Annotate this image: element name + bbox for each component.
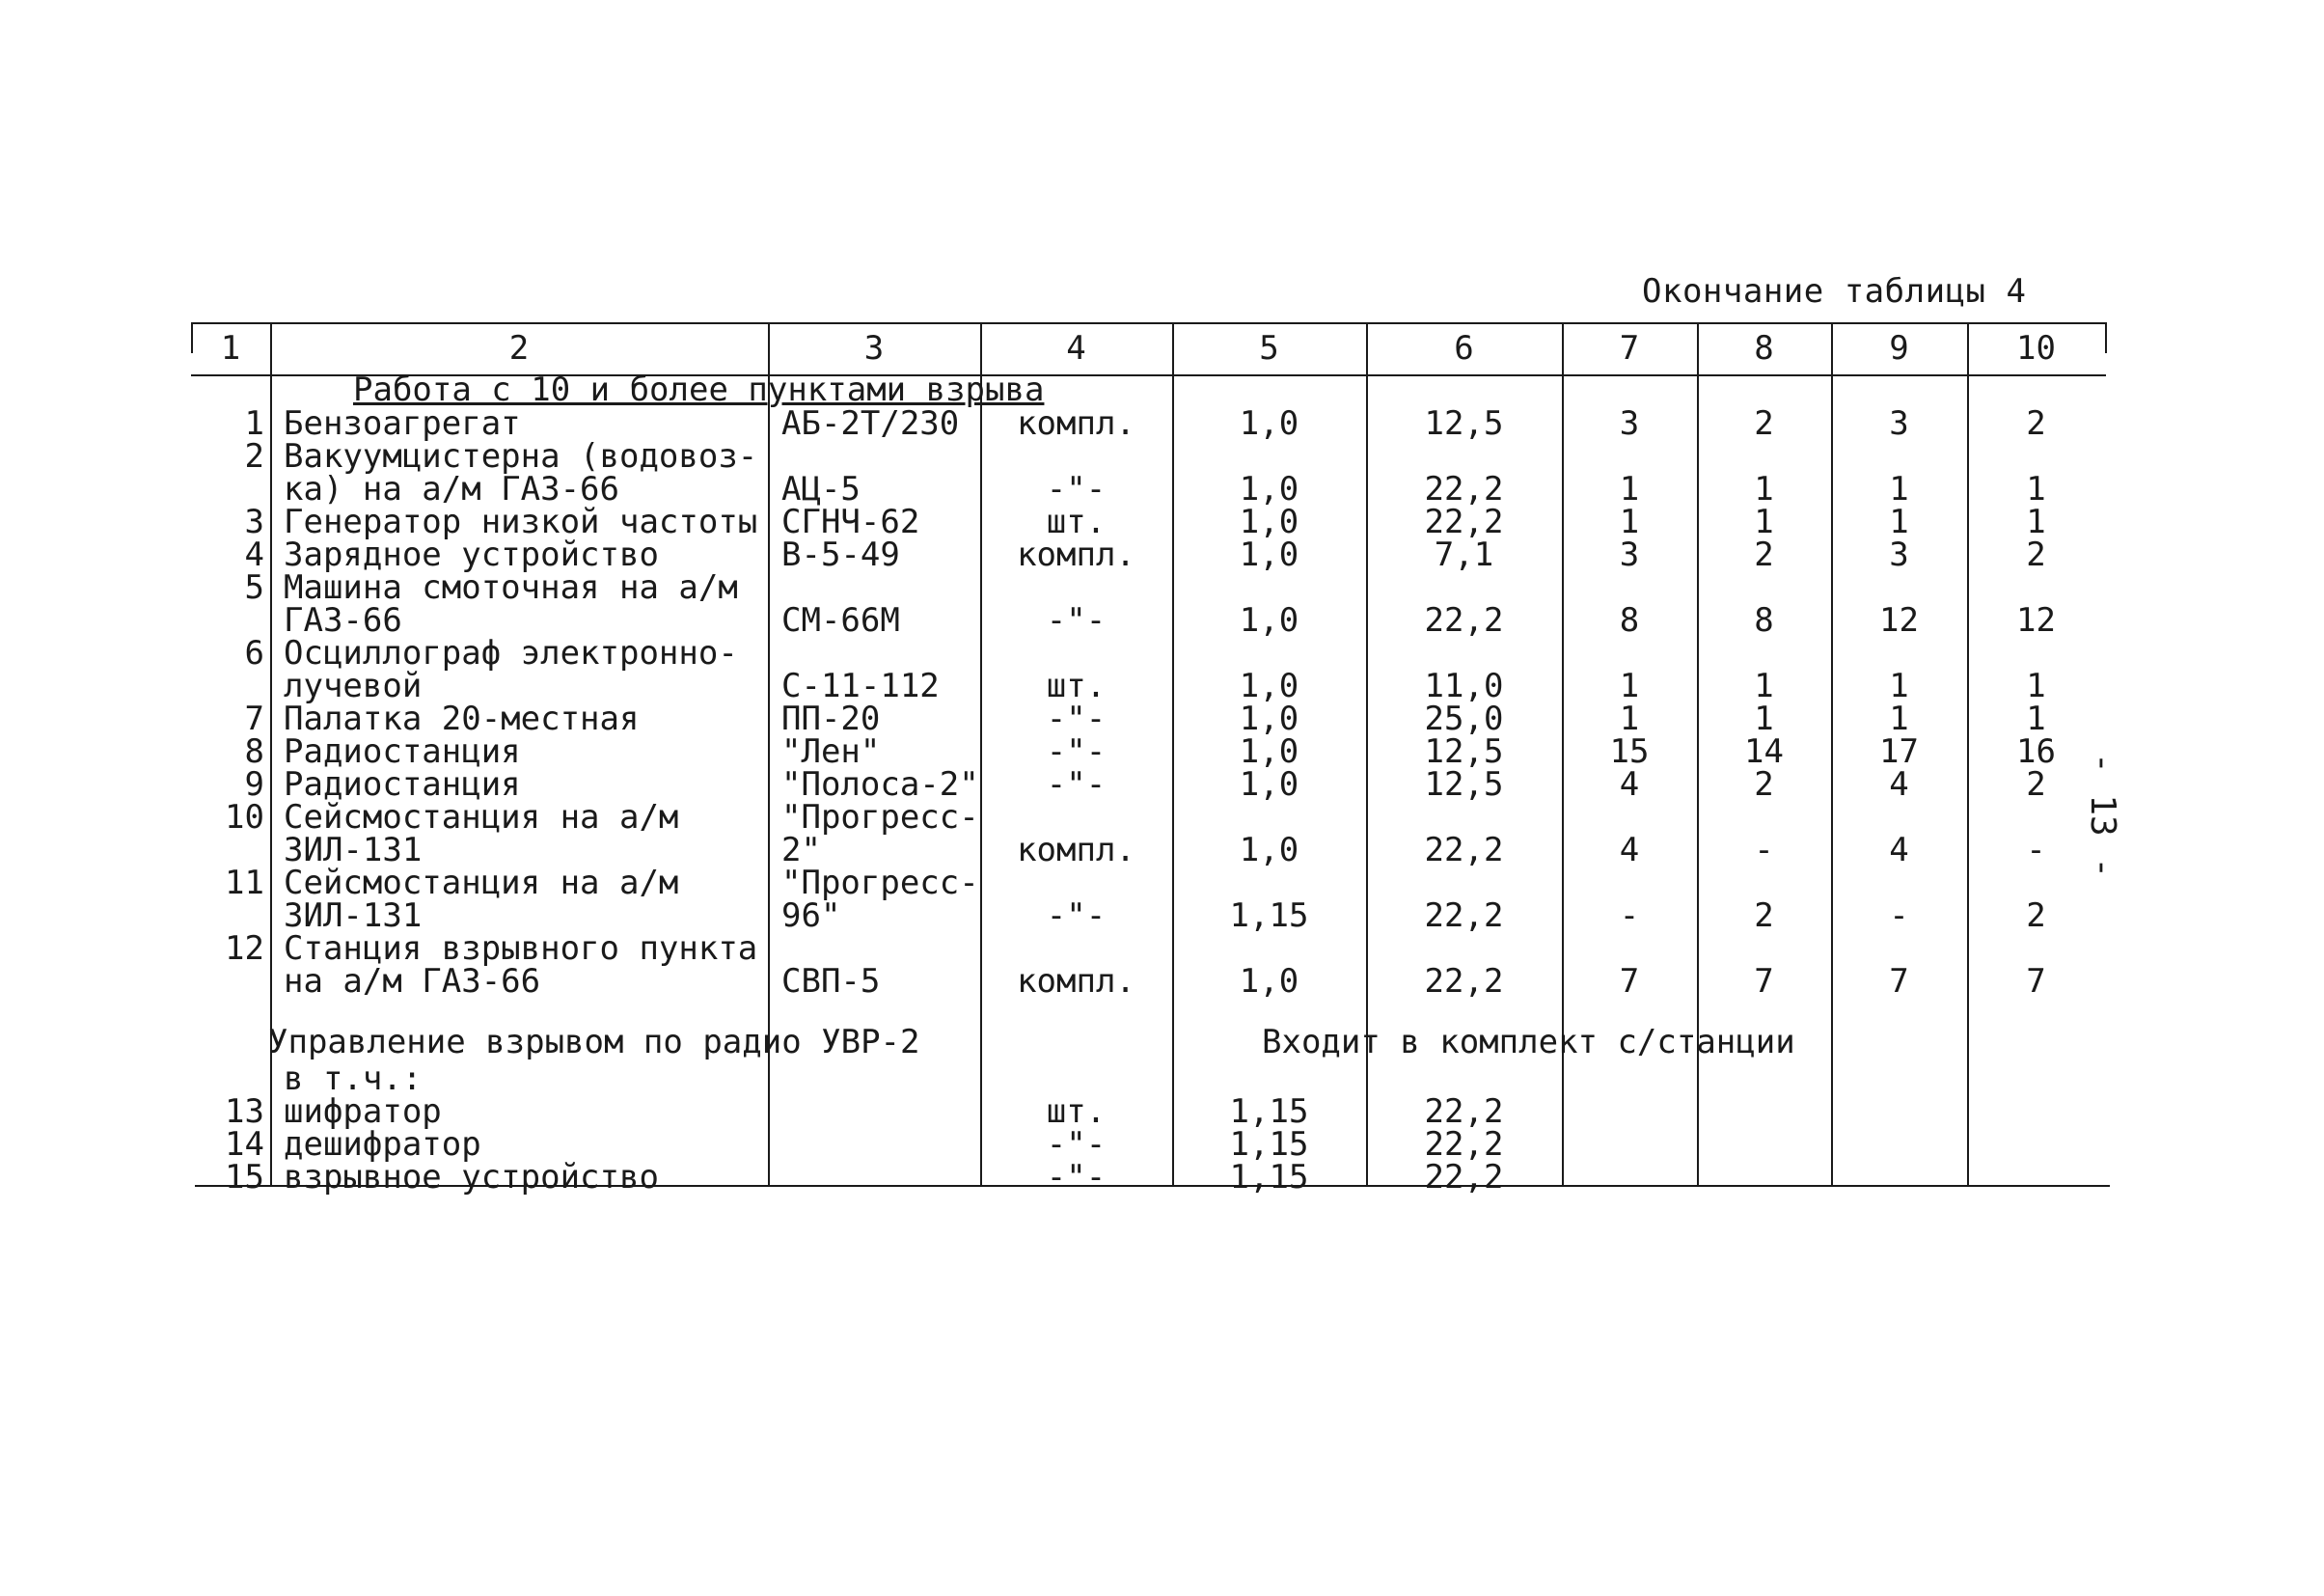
- item-value-c9: 1: [1889, 469, 1909, 509]
- item-value-c10: 7: [2026, 961, 2046, 1001]
- item-model: [768, 571, 980, 604]
- item-unit: шт.: [1046, 1091, 1107, 1131]
- item-value-c6: 22,2: [1424, 469, 1504, 509]
- item-name: Вакуумцистерна (водовоз-: [284, 436, 758, 476]
- table-row: [191, 867, 2105, 899]
- item-value-c9: 4: [1889, 764, 1909, 804]
- item-value-c10: [1967, 637, 2105, 670]
- item-value-c5: 1,0: [1239, 600, 1299, 640]
- column-header: 8: [1754, 329, 1774, 368]
- item-value-c6: [1366, 440, 1562, 473]
- item-value-c10: 1: [2026, 699, 2046, 738]
- table-row: [191, 637, 2105, 670]
- item-value-c5: [1172, 637, 1366, 670]
- item-value-c6: 12,5: [1424, 764, 1504, 804]
- item-unit: [980, 440, 1172, 473]
- table-row: [191, 1095, 2105, 1128]
- row-number: 2: [244, 436, 264, 476]
- item-unit: -"-: [1046, 895, 1107, 935]
- item-model: "Прогресс-: [781, 797, 979, 837]
- item-value-c9: 17: [1879, 731, 1919, 771]
- item-value-c5: 1,0: [1239, 469, 1299, 509]
- item-name: Палатка 20-местная: [284, 699, 640, 738]
- item-model: [768, 1095, 980, 1128]
- item-model: [768, 1161, 980, 1194]
- item-value-c7: [1562, 867, 1697, 899]
- item-name: дешифратор: [284, 1124, 481, 1164]
- table-row: [191, 702, 2105, 735]
- item-unit: -"-: [1046, 600, 1107, 640]
- item-value-c6: 22,2: [1424, 895, 1504, 935]
- item-model: 2": [781, 830, 821, 869]
- item-value-c9: 1: [1889, 502, 1909, 541]
- page-number: - 13 -: [2083, 753, 2122, 879]
- item-value-c9: 1: [1889, 666, 1909, 705]
- row-number: 15: [225, 1157, 264, 1197]
- item-model: АБ-2Т/230: [781, 403, 960, 443]
- row-number: 4: [244, 535, 264, 574]
- item-unit: [980, 932, 1172, 965]
- item-model: СМ-66М: [781, 600, 900, 640]
- item-value-c10: [1967, 440, 2105, 473]
- row-number: 9: [244, 764, 264, 804]
- table-row: [191, 801, 2105, 834]
- table-row: [191, 571, 2105, 604]
- item-value-c8: [1697, 440, 1831, 473]
- row-number: 12: [225, 928, 264, 968]
- item-value-c10: 2: [2026, 535, 2046, 574]
- item-value-c9: 7: [1889, 961, 1909, 1001]
- item-value-c7: 15: [1609, 731, 1650, 771]
- table-frame: [191, 322, 2106, 1197]
- item-value-c5: [1172, 571, 1366, 604]
- item-value-c9: 12: [1879, 600, 1919, 640]
- item-name: Зарядное устройство: [284, 535, 659, 574]
- row-number: [191, 965, 270, 998]
- item-name: шифратор: [284, 1091, 442, 1131]
- item-value-c9: [1831, 440, 1967, 473]
- row-number: [191, 834, 270, 867]
- item-name: Машина смоточная на а/м: [284, 567, 738, 607]
- item-value-c5: [1172, 867, 1366, 899]
- equipment-table: [191, 322, 2105, 1197]
- item-name: Станция взрывного пункта: [284, 928, 758, 968]
- section-heading: Работа с 10 и более пунктами взрыва: [353, 371, 1045, 409]
- item-model: "Полоса-2": [781, 764, 979, 804]
- item-value-c8: 1: [1754, 502, 1774, 541]
- table-row: [191, 1128, 2105, 1161]
- item-model: В-5-49: [781, 535, 900, 574]
- item-value-c5: 1,0: [1239, 764, 1299, 804]
- item-unit: -"-: [1046, 469, 1107, 509]
- table-row: [191, 604, 2105, 637]
- item-value-c7: -: [1619, 895, 1640, 935]
- item-unit: [980, 571, 1172, 604]
- header-row: [191, 322, 2105, 374]
- item-value-c6: 7,1: [1434, 535, 1494, 574]
- management-label: Управление взрывом по радио УВР-2: [268, 1023, 920, 1061]
- item-value-c6: 12,5: [1424, 403, 1504, 443]
- item-unit: шт.: [1046, 502, 1107, 541]
- item-value-c9: 3: [1889, 403, 1909, 443]
- item-value-c8: 2: [1754, 895, 1774, 935]
- row-number: 11: [225, 863, 264, 902]
- item-value-c5: [1172, 440, 1366, 473]
- column-header: 4: [1066, 329, 1086, 368]
- item-value-c10: [1967, 867, 2105, 899]
- item-value-c10: -: [2026, 830, 2046, 869]
- item-name: Осциллограф электронно-: [284, 633, 738, 673]
- item-value-c8: 1: [1754, 469, 1774, 509]
- item-value-c7: 1: [1619, 699, 1640, 738]
- item-name: лучевой: [284, 666, 423, 705]
- item-value-c8: [1697, 801, 1831, 834]
- table-row: [191, 1161, 2105, 1194]
- item-value-c10: 2: [2026, 764, 2046, 804]
- item-model: СГНЧ-62: [781, 502, 920, 541]
- item-model: "Лен": [781, 731, 881, 771]
- row-number: 7: [244, 699, 264, 738]
- item-value-c9: [1831, 637, 1967, 670]
- table-row: [191, 473, 2105, 506]
- column-header: 2: [508, 329, 530, 368]
- item-value-c7: 4: [1619, 830, 1640, 869]
- item-model: [768, 932, 980, 965]
- item-value-c9: [1831, 932, 1967, 965]
- table-row: [191, 965, 2105, 998]
- item-name: ГАЗ-66: [284, 600, 402, 640]
- including-label: в т.ч.:: [284, 1059, 423, 1098]
- item-model: [768, 637, 980, 670]
- row-number: 10: [225, 797, 264, 837]
- item-value-c6: 22,2: [1424, 830, 1504, 869]
- row-number: 6: [244, 633, 264, 673]
- item-unit: [980, 867, 1172, 899]
- item-value-c5: [1172, 801, 1366, 834]
- item-value-c5: 1,0: [1239, 666, 1299, 705]
- item-model: АЦ-5: [781, 469, 861, 509]
- column-header: 10: [2016, 329, 2056, 368]
- item-value-c6: 11,0: [1424, 666, 1504, 705]
- item-value-c5: 1,15: [1229, 1124, 1309, 1164]
- item-value-c8: 2: [1754, 535, 1774, 574]
- item-value-c7: 7: [1619, 961, 1640, 1001]
- item-value-c7: 1: [1619, 469, 1640, 509]
- item-value-c6: 22,2: [1424, 1157, 1504, 1197]
- item-value-c9: 3: [1889, 535, 1909, 574]
- item-value-c8: 1: [1754, 699, 1774, 738]
- item-value-c5: 1,15: [1229, 1091, 1309, 1131]
- item-unit: шт.: [1046, 666, 1107, 705]
- item-value-c9: 1: [1889, 699, 1909, 738]
- column-header: 7: [1619, 329, 1640, 368]
- item-value-c6: [1366, 571, 1562, 604]
- item-model: ПП-20: [781, 699, 881, 738]
- table-row: [191, 538, 2105, 571]
- item-value-c6: [1366, 637, 1562, 670]
- row-number: 13: [225, 1091, 264, 1131]
- column-header: 5: [1259, 329, 1279, 368]
- item-value-c10: 1: [2026, 666, 2046, 705]
- item-value-c5: 1,0: [1239, 830, 1299, 869]
- item-value-c8: 2: [1754, 403, 1774, 443]
- item-value-c5: [1172, 932, 1366, 965]
- row-number: [191, 670, 270, 702]
- row-number: 3: [244, 502, 264, 541]
- item-value-c6: [1366, 801, 1562, 834]
- item-unit: -"-: [1046, 764, 1107, 804]
- item-value-c10: 1: [2026, 469, 2046, 509]
- item-value-c6: 22,2: [1424, 1124, 1504, 1164]
- item-value-c10: 2: [2026, 403, 2046, 443]
- table-row: [191, 768, 2105, 801]
- management-note: Входит в комплект с/станции: [1262, 1023, 1795, 1061]
- item-value-c10: [1967, 932, 2105, 965]
- item-unit: -"-: [1046, 731, 1107, 771]
- item-unit: -"-: [1046, 699, 1107, 738]
- item-value-c5: 1,15: [1229, 895, 1309, 935]
- item-value-c6: 22,2: [1424, 502, 1504, 541]
- row-number: [191, 604, 270, 637]
- item-value-c7: 3: [1619, 403, 1640, 443]
- item-value-c10: 12: [2016, 600, 2056, 640]
- row-number: [191, 899, 270, 932]
- item-name: Генератор низкой частоты: [284, 502, 758, 541]
- column-header: 1: [220, 329, 241, 368]
- row-number: 5: [244, 567, 264, 607]
- item-value-c6: 25,0: [1424, 699, 1504, 738]
- item-value-c7: [1562, 440, 1697, 473]
- column-header: 3: [863, 329, 885, 368]
- item-name: Радиостанция: [284, 731, 521, 771]
- column-header: 6: [1454, 329, 1474, 368]
- item-value-c7: [1562, 637, 1697, 670]
- table-row: [191, 440, 2105, 473]
- item-value-c10: 16: [2016, 731, 2056, 771]
- table-row: [191, 932, 2105, 965]
- item-unit: [980, 637, 1172, 670]
- item-value-c8: 2: [1754, 764, 1774, 804]
- item-value-c7: 8: [1619, 600, 1640, 640]
- item-value-c8: [1697, 867, 1831, 899]
- row-number: 8: [244, 731, 264, 771]
- item-value-c6: 22,2: [1424, 1091, 1504, 1131]
- item-value-c5: 1,15: [1229, 1157, 1309, 1197]
- item-value-c6: [1366, 932, 1562, 965]
- item-unit: компл.: [1017, 830, 1135, 869]
- table-caption: Окончание таблицы 4: [1642, 272, 2027, 311]
- item-value-c9: [1831, 571, 1967, 604]
- item-value-c7: [1562, 801, 1697, 834]
- item-value-c8: 7: [1754, 961, 1774, 1001]
- item-unit: компл.: [1017, 535, 1135, 574]
- item-name: ЗИЛ-131: [284, 830, 423, 869]
- item-name: Сейсмостанция на а/м: [284, 863, 679, 902]
- item-model: С-11-112: [781, 666, 940, 705]
- item-model: СВП-5: [781, 961, 881, 1001]
- item-model: 96": [781, 895, 841, 935]
- table-row: [191, 899, 2105, 932]
- item-value-c8: [1697, 637, 1831, 670]
- item-name: ЗИЛ-131: [284, 895, 423, 935]
- item-value-c8: [1697, 932, 1831, 965]
- item-name: на а/м ГАЗ-66: [284, 961, 541, 1001]
- item-value-c8: 14: [1744, 731, 1784, 771]
- item-name: ка) на а/м ГАЗ-66: [284, 469, 619, 509]
- item-value-c8: 1: [1754, 666, 1774, 705]
- item-value-c7: 3: [1619, 535, 1640, 574]
- item-value-c6: 12,5: [1424, 731, 1504, 771]
- row-number: 14: [225, 1124, 264, 1164]
- item-value-c5: 1,0: [1239, 535, 1299, 574]
- item-unit: [980, 801, 1172, 834]
- item-value-c7: 1: [1619, 666, 1640, 705]
- item-model: "Прогресс-: [781, 863, 979, 902]
- item-value-c10: 2: [2026, 895, 2046, 935]
- item-value-c5: 1,0: [1239, 502, 1299, 541]
- item-unit: -"-: [1046, 1124, 1107, 1164]
- item-value-c10: [1967, 571, 2105, 604]
- item-value-c7: 1: [1619, 502, 1640, 541]
- table-row: [191, 506, 2105, 538]
- item-unit: компл.: [1017, 403, 1135, 443]
- item-model: [768, 1128, 980, 1161]
- item-value-c6: [1366, 867, 1562, 899]
- item-name: Сейсмостанция на а/м: [284, 797, 679, 837]
- item-value-c6: 22,2: [1424, 961, 1504, 1001]
- item-value-c9: [1831, 801, 1967, 834]
- table-row: [191, 834, 2105, 867]
- table-row: [191, 1062, 2105, 1095]
- table-row: [191, 407, 2105, 440]
- item-value-c7: [1562, 932, 1697, 965]
- item-name: взрывное устройство: [284, 1157, 659, 1197]
- item-value-c5: 1,0: [1239, 961, 1299, 1001]
- item-model: [768, 440, 980, 473]
- item-value-c8: 8: [1754, 600, 1774, 640]
- item-name: Радиостанция: [284, 764, 521, 804]
- item-name: Бензоагрегат: [284, 403, 521, 443]
- item-value-c10: 1: [2026, 502, 2046, 541]
- item-value-c9: 4: [1889, 830, 1909, 869]
- item-value-c8: -: [1754, 830, 1774, 869]
- item-unit: компл.: [1017, 961, 1135, 1001]
- table-row: [191, 670, 2105, 702]
- table-row: [191, 735, 2105, 768]
- column-header: 9: [1889, 329, 1909, 368]
- row-number: 1: [244, 403, 264, 443]
- item-value-c9: -: [1889, 895, 1909, 935]
- item-unit: -"-: [1046, 1157, 1107, 1197]
- item-value-c5: 1,0: [1239, 403, 1299, 443]
- row-number: [191, 473, 270, 506]
- item-value-c7: 4: [1619, 764, 1640, 804]
- item-value-c9: [1831, 867, 1967, 899]
- item-value-c5: 1,0: [1239, 699, 1299, 738]
- item-value-c7: [1562, 571, 1697, 604]
- item-value-c5: 1,0: [1239, 731, 1299, 771]
- item-value-c8: [1697, 571, 1831, 604]
- item-value-c10: [1967, 801, 2105, 834]
- item-value-c6: 22,2: [1424, 600, 1504, 640]
